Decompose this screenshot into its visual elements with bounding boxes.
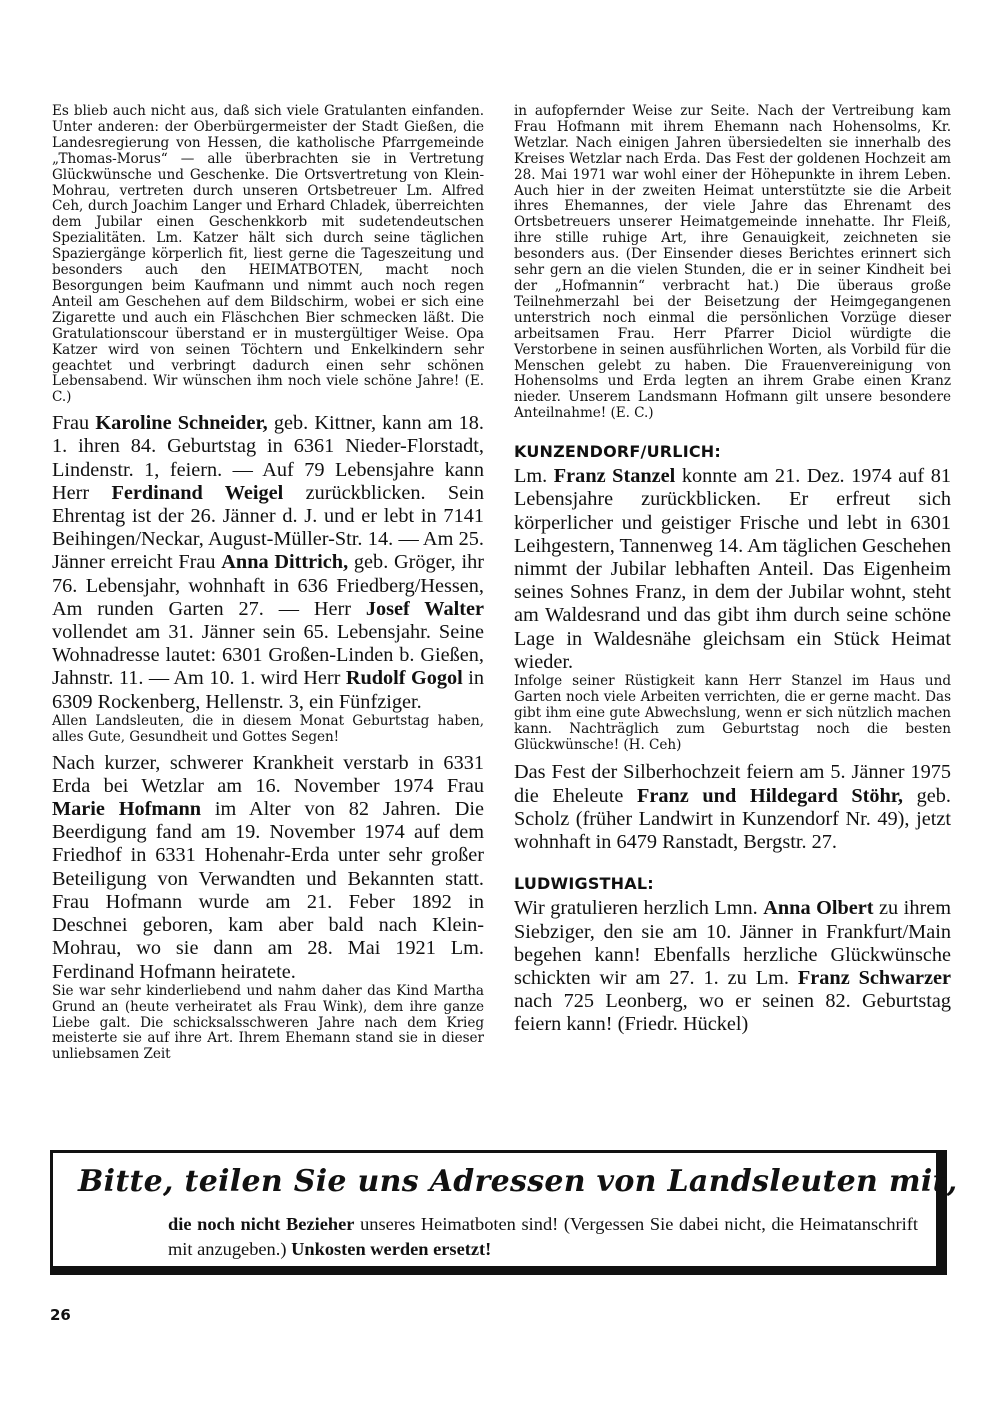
notice-title: Bitte, teilen Sie uns Adressen von Landsleuten mit,	[78, 1164, 958, 1199]
stanzel-birthday: Lm. Franz Stanzel konnte am 21. Dez. 1974 auf 81 Lebensjahre zurückblicken. Er erfreut sich körperlicher und geistiger Frische und lebt in 6301 Leihgestern, Tannenweg 14. Am täglichen Geschehen nimmt der Jubilar lebhaften Anteil. Das Eigenheim seines Sohnes Franz, in dem der Jubilar wohnt, steht am Waldesrand und das gibt ihm durch seine schöne Lage in Waldesnähe gleichsam ein Stück Heimat wieder.	[514, 465, 951, 673]
section-heading-kunzendorf: KUNZENDORF/URLICH:	[514, 442, 721, 462]
katzer-birthday-report: Es blieb auch nicht aus, daß sich viele Gratulanten einfanden. Unter anderen: der Oberbürgermeister der Stadt Gießen, die Landesregierung von Hessen, die katholische Pfarrgemeinde „Thomas-Morus“ — alle überbrachten sie in Vertretung Glückwünsche und Geschenke. Die Ortsvertretung von Klein-Mohrau, vertreten durch unseren Ortsbetreuer Lm. Alfred Ceh, durch Joachim Langer und Erhard Chladek, überreichten dem Jubilar einen Geschenkkorb mit sudetendeutschen Spezialitäten. Lm. Katzer hält sich durch seine täglichen Spaziergänge körperlich fit, liest gerne die Tageszeitung und besonders auch den HEIMATBOTEN, macht noch Besorgungen beim Kaufmann und nimmt auch noch regen Anteil am Geschehen auf dem Bildschirm, wobei er sich eine Zigarette und auch ein Fläschchen Bier schmecken läßt. Die Gratulationscour überstand er in mustergültiger Weise. Opa Katzer wird von seinen Töchtern und Enkelkindern sehr geachtet und verbringt dadurch einen sehr schönen Lebensabend. Wir wünschen ihm noch viele schöne Jahre! (E. C.)	[52, 103, 484, 406]
birthday-greeting: Allen Landsleuten, die in diesem Monat Geburtstag haben, alles Gute, Gesundheit und Gottes Segen!	[52, 712, 484, 745]
stanzel-report: Infolge seiner Rüstigkeit kann Herr Stanzel im Haus und Garten noch viele Arbeiten verrichten, die er gerne macht. Das gibt ihm eine gute Abwechslung, wenn er sich nützlich machen kann. Nachträglich zum Geburtstag noch die besten Glückwünsche! (H. Ceh)	[514, 672, 951, 753]
obituary-continuation: Sie war sehr kinderliebend und nahm daher das Kind Martha Grund an (heute verheiratet als Frau Wink), dem ihre ganze Liebe galt. Die schicksalsschweren Jahre nach dem Krieg meisterte sie auf ihre Art. Ihrem Ehemann stand sie in dieser unliebsamen Zeit	[52, 982, 484, 1063]
ludwigsthal-greetings: Wir gratulieren herzlich Lmn. Anna Olbert zu ihrem Siebziger, den sie am 10. Jänner in Frankfurt/Main begehen kann! Ebenfalls herzliche Glückwünsche schickten wir am 27. 1. zu Lm. Franz Schwarzer nach 725 Leonberg, wo er seinen 82. Geburtstag feiern kann! (Friedr. Hückel)	[514, 897, 951, 1036]
page-number: 26	[50, 1306, 71, 1324]
obituary-hofmann-continued: in aufopfernder Weise zur Seite. Nach der Vertreibung kam Frau Hofmann mit ihrem Ehemann nach Hohensolms, Kr. Wetzlar. Nach einigen Jahren übersiedelten sie innerhalb des Kreises Wetzlar nach Erda. Das Fest der goldenen Hochzeit am 28. Mai 1971 war wohl einer der Höhepunkte in ihrem Leben. Auch hier in der zweiten Heimat unterstützte sie die Arbeit ihres Ehemannes, der viele Jahre das Ehrenamt des Ortsbetreuers unserer Heimatgemeinde innehatte. Ihr Fleiß, ihre stille ruhige Art, ihre Genauigkeit, zeichneten sie besonders aus. (Der Einsender dieses Berichtes erinnert sich sehr gern an die vielen Stunden, die er in seiner Kindheit bei der „Hofmannin“ verbracht hat.) Die überaus große Teilnehmerzahl bei der Beisetzung der Heimgegangenen unterstrich noch einmal die persönlichen Vorzüge dieser arbeitsamen Frau. Herr Pfarrer Diciol würdigte die Verstorbene in seinen ausführlichen Worten, als Vorbild für die Menschen gelebt zu haben. Die Frauenvereinigung von Hohensolms und Erda legten an ihrem Grabe einen Kranz nieder. Unserem Landsmann Hofmann gilt unsere besondere Anteilnahme! (E. C.)	[514, 103, 951, 422]
obituary-hofmann: Nach kurzer, schwerer Krankheit verstarb in 6331 Erda bei Wetzlar am 16. November 1974 Frau Marie Hofmann im Alter von 82 Jahren. Die Beerdigung fand am 19. November 1974 auf dem Friedhof in 6331 Hohenahr-Erda unter sehr großer Beteiligung von Verwandten und Bekannten statt. Frau Hofmann wurde am 21. Feber 1892 in Deschnei geboren, kam aber bald nach Klein-Mohrau, wo sie dann am 28. Mai 1921 Lm. Ferdinand Hofmann heiratete.	[52, 751, 484, 983]
silver-wedding-announcement: Das Fest der Silberhochzeit feiern am 5. Jänner 1975 die Eheleute Franz und Hildegard Stöhr, geb. Scholz (früher Landwirt in Kunzendorf Nr. 49), jetzt wohnhaft in 6479 Ranstadt, Bergstr. 27.	[514, 761, 951, 854]
left-column	[52, 104, 484, 1063]
birthday-announcements: Frau Karoline Schneider, geb. Kittner, kann am 18. 1. ihren 84. Geburtstag in 6361 Nieder-Florstadt, Lindenstr. 1, feiern. — Auf 79 Lebensjahre kann Herr Ferdinand Weigel zurückblicken. Sein Ehrentag ist der 26. Jänner d. J. und er lebt in 7141 Beihingen/Neckar, August-Müller-Str. 14. — Am 25. Jänner erreicht Frau Anna Dittrich, geb. Gröger, ihr 76. Lebensjahr, wohnhaft in 636 Friedberg/Hessen, Am runden Garten 27. — Herr Josef Walter vollendet am 31. Jänner sein 65. Lebensjahr. Seine Wohnadresse lautet: 6301 Großen-Linden b. Gießen, Jahnstr. 11. — Am 10. 1. wird Herr Rudolf Gogol in 6309 Rockenberg, Hellenstr. 3, ein Fünfziger.	[52, 412, 485, 713]
notice-text: die noch nicht Bezieher unseres Heimatboten sind! (Vergessen Sie dabei nicht, die Heimatanschrift mit anzugeben.) Unkosten werden ersetzt!	[168, 1214, 918, 1259]
right-column	[514, 104, 951, 1037]
section-heading-ludwigsthal: LUDWIGSTHAL:	[514, 874, 654, 894]
notice-box-shadow-bottom	[50, 1266, 947, 1275]
